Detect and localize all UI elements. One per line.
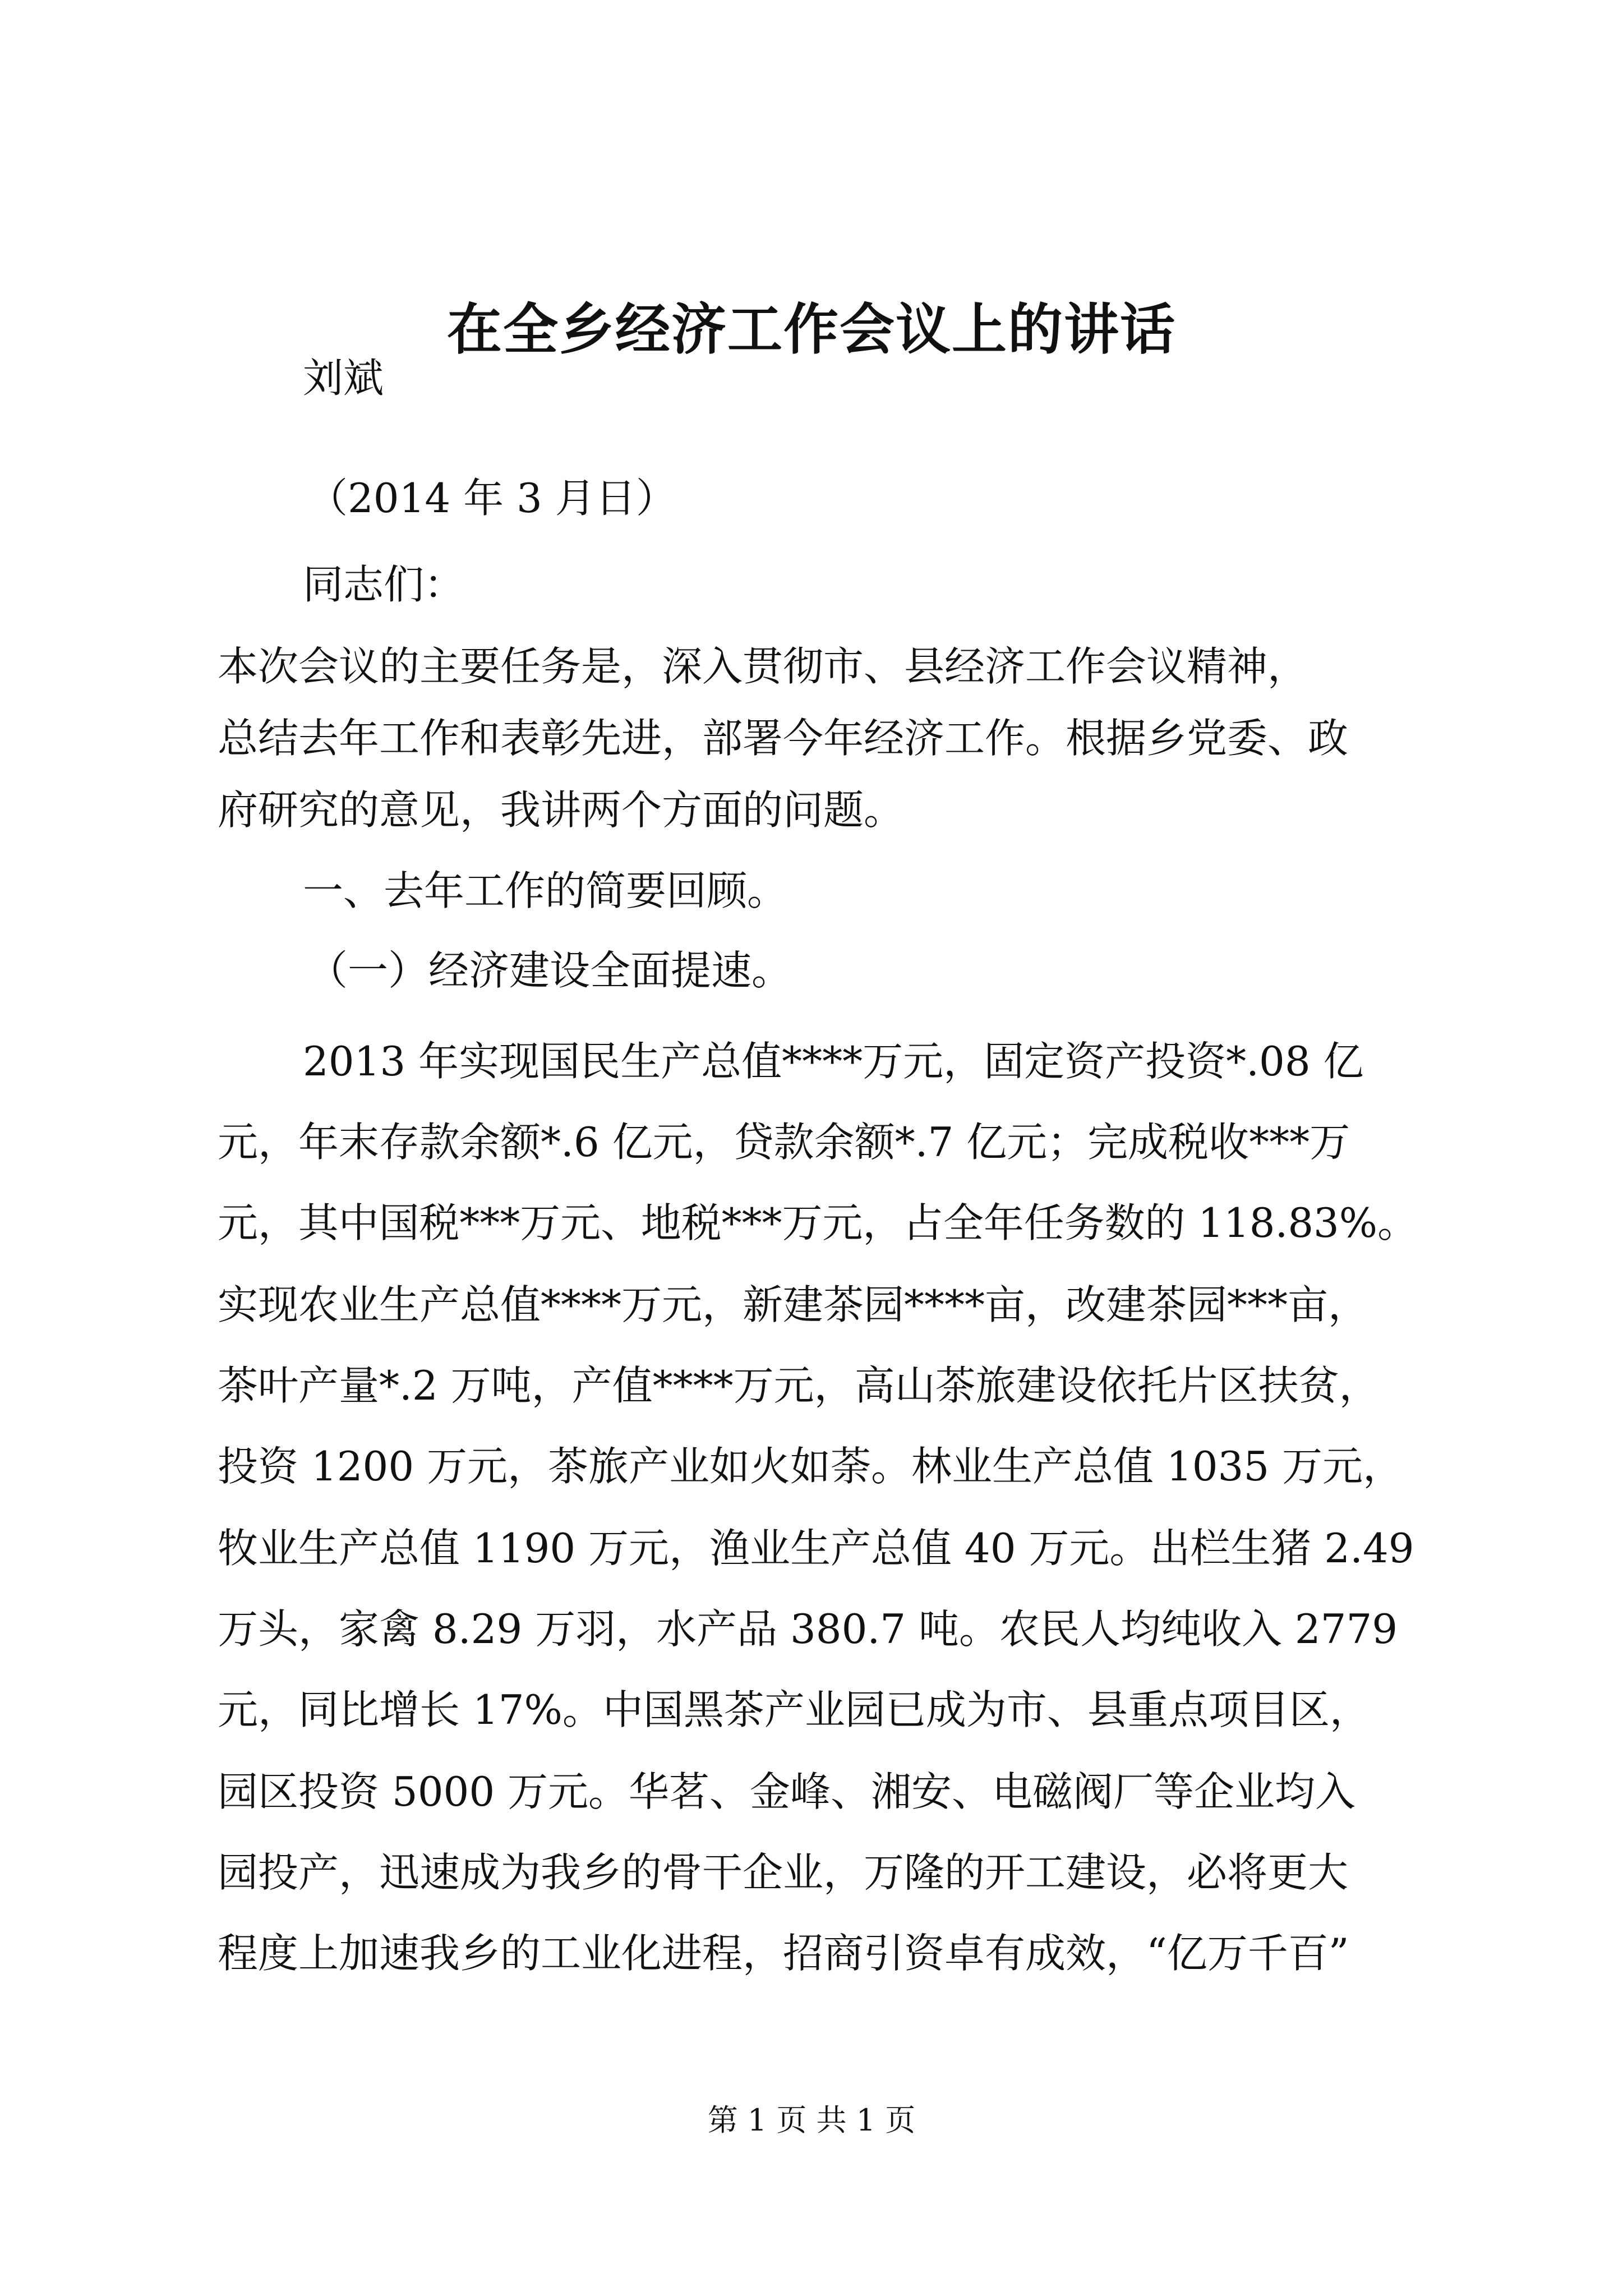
intro-line-1: 本次会议的主要任务是，深入贯彻市、县经济工作会议精神， (218, 643, 1308, 690)
body-line-12: 程度上加速我乡的工业化进程，招商引资卓有成效，“亿万千百” (218, 1930, 1349, 1977)
body-line-5: 茶叶产量*.2 万吨，产值****万元，高山茶旅建设依托片区扶贫， (218, 1362, 1380, 1409)
intro-line-2: 总结去年工作和表彰先进，部署今年经济工作。根据乡党委、政 (218, 715, 1349, 762)
document-title: 在全乡经济工作会议上的讲话 (446, 297, 1176, 362)
salutation: 同志们： (303, 561, 465, 608)
intro-line-3: 府研究的意见，我讲两个方面的问题。 (218, 786, 905, 834)
body-line-8: 万头，家禽 8.29 万羽，水产品 380.7 吨。农民人均纯收入 2779 (218, 1605, 1398, 1653)
body-line-7: 牧业生产总值 1190 万元，渔业生产总值 40 万元。出栏生猪 2.49 (218, 1525, 1414, 1572)
body-line-9: 元，同比增长 17%。中国黑茶产业园已成为市、县重点项目区， (218, 1686, 1370, 1733)
author-name: 刘斌 (303, 355, 384, 402)
subsection-heading: （一）经济建设全面提速。 (307, 947, 792, 994)
body-line-6: 投资 1200 万元，茶旅产业如火如荼。林业生产总值 1035 万元， (218, 1443, 1404, 1490)
body-line-11: 园投产，迅速成为我乡的骨干企业，万隆的开工建设，必将更大 (218, 1849, 1349, 1896)
speech-date: （2014 年 3 月日） (307, 475, 676, 522)
body-line-2: 元，年末存款余额*.6 亿元，贷款余额*.7 亿元；完成税收***万 (218, 1119, 1350, 1166)
page-footer: 第 1 页 共 1 页 (707, 2102, 916, 2138)
body-line-3: 元，其中国税***万元、地税***万元，占全年任务数的 118.83%。 (218, 1199, 1418, 1246)
section-heading: 一、去年工作的简要回顾。 (303, 867, 788, 914)
body-line-4: 实现农业生产总值****万元，新建茶园****亩，改建茶园***亩， (218, 1281, 1369, 1328)
body-line-1: 2013 年实现国民生产总值****万元，固定资产投资*.08 亿 (303, 1038, 1364, 1085)
body-line-10: 园区投资 5000 万元。华茗、金峰、湘安、电磁阀厂等企业均入 (218, 1768, 1356, 1815)
